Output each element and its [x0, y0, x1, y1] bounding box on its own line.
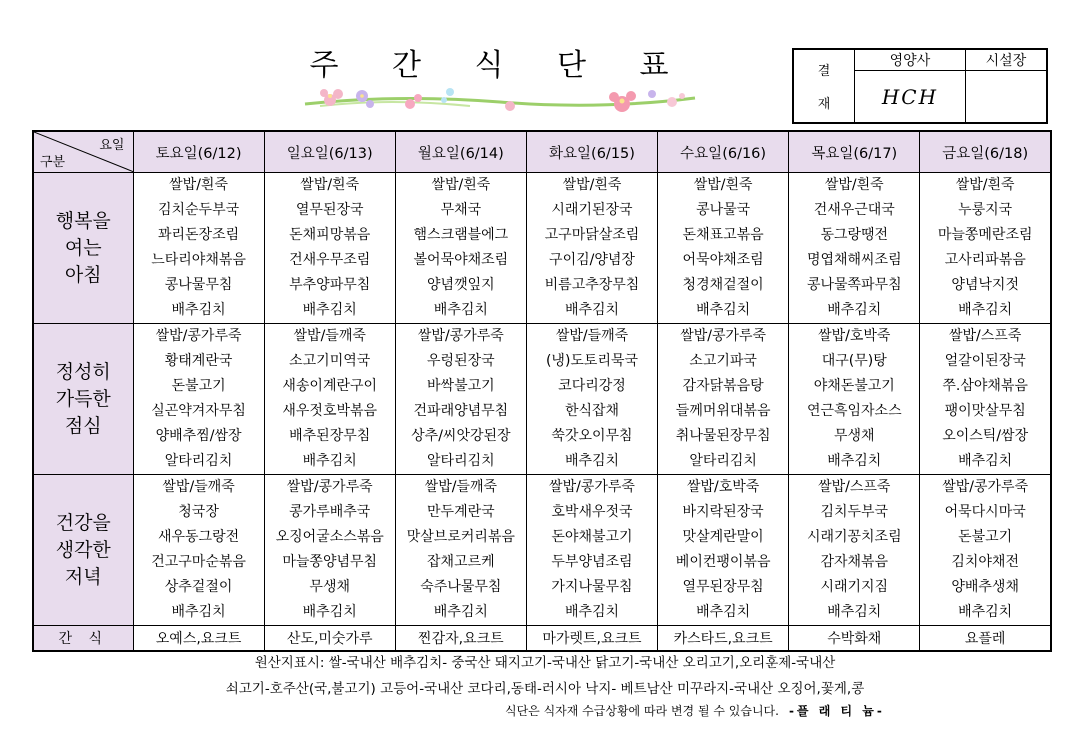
menu-item: 콩나물국: [696, 202, 751, 218]
menu-item: 알타리김치: [689, 453, 757, 469]
menu-item: 쌀밥/콩가루죽: [549, 479, 635, 495]
origin-info-line-1: 원산지표시: 쌀-국내산 배추김치- 중국산 돼지고기-국내산 닭고기-국내산 오리고기,오리훈제-국내산: [254, 655, 836, 671]
menu-item: 맛살계란말이: [682, 529, 764, 545]
menu-item: 양배추찜/쌈장: [155, 428, 242, 444]
menu-item: 쌀밥/콩가루죽: [417, 328, 504, 344]
menu-item: 배추김치: [564, 302, 620, 318]
menu-item: 야채돈불고기: [813, 378, 895, 394]
menu-item: 배추김치: [827, 604, 882, 620]
menu-item: 쌀밥/흰죽: [824, 177, 884, 193]
menu-item: 돈야채불고기: [551, 529, 633, 545]
menu-item: 맛살브로커리볶음: [406, 529, 515, 545]
meal-label-line: 생각한: [55, 538, 111, 561]
menu-cell: [264, 173, 395, 324]
menu-item: 쌀밥/콩가루죽: [680, 328, 767, 344]
menu-item: 감자채볶음: [820, 554, 889, 570]
menu-cell: [920, 173, 1051, 324]
snack-item: 요플레: [920, 626, 1051, 652]
menu-item: 배추김치: [958, 453, 1013, 469]
menu-item: 구이김/양념장: [549, 252, 635, 268]
menu-item: 돈불고기: [958, 529, 1013, 545]
menu-item: 쌀밥/흰죽: [169, 177, 228, 193]
menu-item: 고구마닭살조림: [544, 227, 640, 243]
menu-item: 배추김치: [696, 604, 751, 620]
menu-cell: [789, 324, 920, 475]
menu-item: 청국장: [178, 504, 219, 520]
menu-cell: [395, 173, 526, 324]
menu-item: 쌀밥/콩가루죽: [286, 479, 373, 495]
menu-cell: [264, 475, 395, 626]
snack-item: 카스타드,요크트: [658, 626, 789, 652]
menu-item: 새우젓호박볶음: [282, 403, 378, 419]
menu-item: 오징어굴소스볶음: [275, 529, 384, 545]
menu-item: 열무된장국: [295, 202, 364, 218]
meal-label: [33, 173, 133, 324]
menu-item: 양배추생채: [951, 579, 1019, 595]
snack-item: 오예스,요크트: [133, 626, 264, 652]
menu-item: 쌀밥/흰죽: [955, 177, 1015, 193]
menu-item: 배추김치: [433, 604, 488, 620]
menu-item: 열무된장무침: [682, 579, 764, 595]
menu-item: 느타리야채볶음: [151, 252, 246, 268]
menu-item: 쌀밥/들깨죽: [293, 328, 366, 344]
menu-cell: [526, 475, 657, 626]
menu-item: 들께머위대볶음: [675, 403, 771, 419]
day-header: 금요일(6/18): [920, 131, 1051, 173]
menu-item: 바지락된장국: [682, 504, 764, 520]
meal-label: [33, 324, 133, 475]
menu-item: 쭈.삼야채볶음: [942, 378, 1028, 394]
menu-item: 배추김치: [827, 453, 882, 469]
day-header: 수요일(6/16): [658, 131, 789, 173]
menu-cell: [789, 475, 920, 626]
menu-cell: [133, 475, 264, 626]
menu-item: 코다리강정: [558, 378, 626, 394]
menu-item: 배추김치: [302, 302, 357, 318]
day-header: 월요일(6/14): [395, 131, 526, 173]
menu-item: 무채국: [440, 202, 482, 218]
menu-item: 쌀밥/콩가루죽: [155, 328, 242, 344]
menu-item: 감자닭볶음탕: [682, 378, 764, 394]
menu-item: 동그랑땡전: [820, 227, 889, 243]
menu-cell: [526, 173, 657, 324]
menu-item: 쌀밥/콩가루죽: [942, 479, 1029, 495]
menu-item: 콩가루배추국: [289, 504, 371, 520]
menu-item: 쌀밥/흰죽: [431, 177, 491, 193]
menu-item: 팽이맛살무침: [944, 403, 1026, 419]
menu-cell: [658, 324, 789, 475]
menu-item: 마늘쫑양념무침: [282, 554, 378, 570]
snack-item: 수박화채: [789, 626, 920, 652]
origin-info-line-2: 쇠고기-호주산(국,불고기) 고등어-국내산 코다리,동태-러시아 낙지- 베트남산 미꾸라지-국내산 오징어,꽃게,콩: [225, 681, 865, 697]
menu-item: 무생채: [833, 428, 875, 444]
menu-cell: [395, 324, 526, 475]
corner-category-label: 구분: [40, 155, 66, 170]
menu-item: 상추겉절이: [164, 579, 233, 595]
menu-item: 배추김치: [302, 604, 357, 620]
meal-row: [33, 324, 1051, 475]
menu-item: 가지나물무침: [551, 579, 633, 595]
day-header: 일요일(6/13): [264, 131, 395, 173]
snack-row: [33, 626, 1051, 652]
menu-cell: [526, 324, 657, 475]
meal-label-line: 여는: [64, 236, 102, 259]
menu-item: 콩나물쪽파무침: [806, 277, 902, 293]
menu-item: 쌀밥/스프죽: [818, 479, 891, 495]
menu-item: 쌀밥/호박죽: [686, 479, 760, 495]
menu-cell: [920, 475, 1051, 626]
day-header: 화요일(6/15): [526, 131, 657, 173]
menu-item: 시래기지짐: [820, 579, 889, 595]
meal-label-line: 점심: [64, 414, 102, 437]
menu-item: 연근흑임자소스: [806, 403, 902, 419]
approval-jae: 재: [817, 97, 831, 112]
menu-item: 얼갈이된장국: [944, 353, 1026, 369]
menu-cell: [658, 173, 789, 324]
meal-label-line: 행복을: [55, 209, 111, 232]
approval-label: [793, 49, 855, 123]
snack-item: 찐감자,요크트: [395, 626, 526, 652]
day-header: 목요일(6/17): [789, 131, 920, 173]
menu-item: 배추김치: [171, 604, 226, 620]
meal-label-line: 아침: [64, 263, 102, 286]
approval-col-facility-head: 시설장: [965, 49, 1047, 71]
approval-box: [792, 48, 1048, 124]
menu-item: 명엽채해씨조림: [806, 252, 902, 268]
menu-item: 호박새우젓국: [551, 504, 633, 520]
menu-item: 건새우근대국: [813, 202, 895, 218]
menu-cell: [395, 475, 526, 626]
notice-line: [505, 702, 885, 719]
menu-item: 한식잡채: [564, 403, 620, 419]
approval-signature-2: [965, 71, 1047, 124]
menu-item: 배추김치: [827, 302, 882, 318]
meal-rows: [33, 173, 1051, 626]
menu-item: 건고구마순볶음: [151, 554, 246, 570]
corner-day-label: 요일: [99, 138, 125, 153]
menu-item: 무생채: [309, 579, 350, 595]
menu-item: 부추양파무침: [289, 277, 371, 293]
menu-item: 시래기된장국: [551, 202, 633, 218]
menu-item: 돈채표고볶음: [682, 227, 764, 243]
meal-label-line: 가득한: [55, 387, 111, 410]
menu-item: 김치두부국: [820, 504, 889, 520]
menu-cell: [658, 475, 789, 626]
menu-item: 돈채피망볶음: [289, 227, 371, 243]
menu-item: 잡채고르케: [427, 554, 495, 570]
menu-item: 양념깻잎지: [427, 277, 495, 293]
menu-item: (냉)도토리묵국: [545, 353, 639, 369]
menu-item: 마늘쫑메란조림: [937, 227, 1033, 243]
menu-item: 김치야채전: [951, 554, 1019, 570]
menu-item: 배추김치: [696, 302, 751, 318]
menu-item: 새송이계란구이: [282, 378, 378, 394]
menu-item: 쌀밥/들깨죽: [555, 328, 629, 344]
menu-item: 황태계란국: [164, 353, 233, 369]
menu-item: 쌀밥/호박죽: [818, 328, 891, 344]
menu-item: 누룽지국: [958, 202, 1013, 218]
menu-item: 만두계란국: [427, 504, 495, 520]
menu-cell: [133, 324, 264, 475]
menu-item: 쌀밥/스프죽: [949, 328, 1022, 344]
menu-cell: [789, 173, 920, 324]
menu-cell: [264, 324, 395, 475]
day-header: 토요일(6/12): [133, 131, 264, 173]
header-corner: [33, 131, 133, 173]
menu-item: 숙주나물무침: [420, 579, 502, 595]
meal-row: [33, 173, 1051, 324]
menu-item: 두부양념조림: [551, 554, 633, 570]
menu-item: 배추된장무침: [289, 428, 371, 444]
menu-item: 배추김치: [564, 453, 620, 469]
menu-item: 취나물된장무침: [675, 428, 771, 444]
snack-item: 마가렛트,요크트: [526, 626, 657, 652]
menu-item: 오이스틱/쌈장: [942, 428, 1029, 444]
menu-item: 배추김치: [958, 604, 1013, 620]
menu-item: 어묵다시마국: [944, 504, 1026, 520]
snack-label: 간 식: [33, 626, 133, 652]
header-row: [33, 131, 1051, 173]
menu-item: 쌀밥/흰죽: [562, 177, 622, 193]
menu-item: 상추/씨앗강된장: [411, 428, 511, 444]
menu-item: 소고기미역국: [289, 353, 371, 369]
menu-item: 비름고추장무침: [544, 277, 640, 293]
meal-row: [33, 475, 1051, 626]
menu-item: 배추김치: [958, 302, 1013, 318]
menu-item: 배추김치: [564, 604, 620, 620]
menu-item: 쌀밥/들깨죽: [424, 479, 498, 495]
menu-item: 꽈리돈장조림: [157, 227, 240, 243]
weekly-menu-table: [32, 130, 1052, 652]
menu-item: 새우동그랑전: [157, 529, 240, 545]
menu-item: 대구(무)탕: [821, 353, 887, 369]
menu-item: 알타리김치: [164, 453, 233, 469]
meal-label: [33, 475, 133, 626]
menu-item: 배추김치: [433, 302, 488, 318]
meal-label-line: 건강을: [55, 511, 111, 534]
menu-item: 콩나물무침: [164, 277, 233, 293]
menu-item: 고사리파볶음: [944, 252, 1026, 268]
menu-item: 볼어묵야채조림: [413, 252, 509, 268]
menu-item: 김치순두부국: [157, 202, 240, 218]
menu-item: 햄스크램블에그: [413, 227, 509, 243]
approval-gyeol: 결: [817, 64, 831, 79]
menu-item: 건파래양념무침: [413, 403, 509, 419]
menu-item: 바싹불고기: [427, 378, 495, 394]
menu-item: 우렁된장국: [427, 353, 495, 369]
menu-cell: [920, 324, 1051, 475]
snack-item: 산도,미숫가루: [264, 626, 395, 652]
menu-item: 쑥갓오이무침: [551, 428, 633, 444]
menu-item: 건새우무조림: [289, 252, 371, 268]
meal-label-line: 정성히: [55, 360, 111, 383]
menu-item: 청경채겉절이: [682, 277, 764, 293]
menu-item: 양념낙지젓: [951, 277, 1019, 293]
page-title: 주 간 식 단 표: [309, 48, 691, 83]
meal-label-line: 저녁: [64, 565, 102, 588]
menu-item: 배추김치: [302, 453, 357, 469]
approval-col-dietitian: 영양사: [855, 49, 966, 71]
menu-item: 쌀밥/흰죽: [300, 177, 360, 193]
menu-item: 돈불고기: [171, 378, 226, 394]
menu-change-notice: 식단은 식자재 수급상황에 따라 변경 될 수 있습니다.: [505, 704, 779, 718]
menu-item: 베이컨팽이볶음: [675, 554, 771, 570]
menu-item: 어묵야채조림: [682, 252, 764, 268]
menu-item: 실곤약겨자무침: [151, 403, 246, 419]
menu-item: 시래기꽁치조림: [806, 529, 902, 545]
menu-cell: [133, 173, 264, 324]
menu-item: 쌀밥/들깨죽: [162, 479, 235, 495]
approval-signature: HCH: [855, 71, 966, 124]
menu-item: 알타리김치: [427, 453, 495, 469]
brand-name: -플 래 티 늄-: [788, 704, 885, 718]
menu-item: 쌀밥/흰죽: [693, 177, 753, 193]
title-area: [300, 40, 700, 92]
menu-item: 배추김치: [171, 302, 226, 318]
menu-item: 소고기파국: [689, 353, 757, 369]
